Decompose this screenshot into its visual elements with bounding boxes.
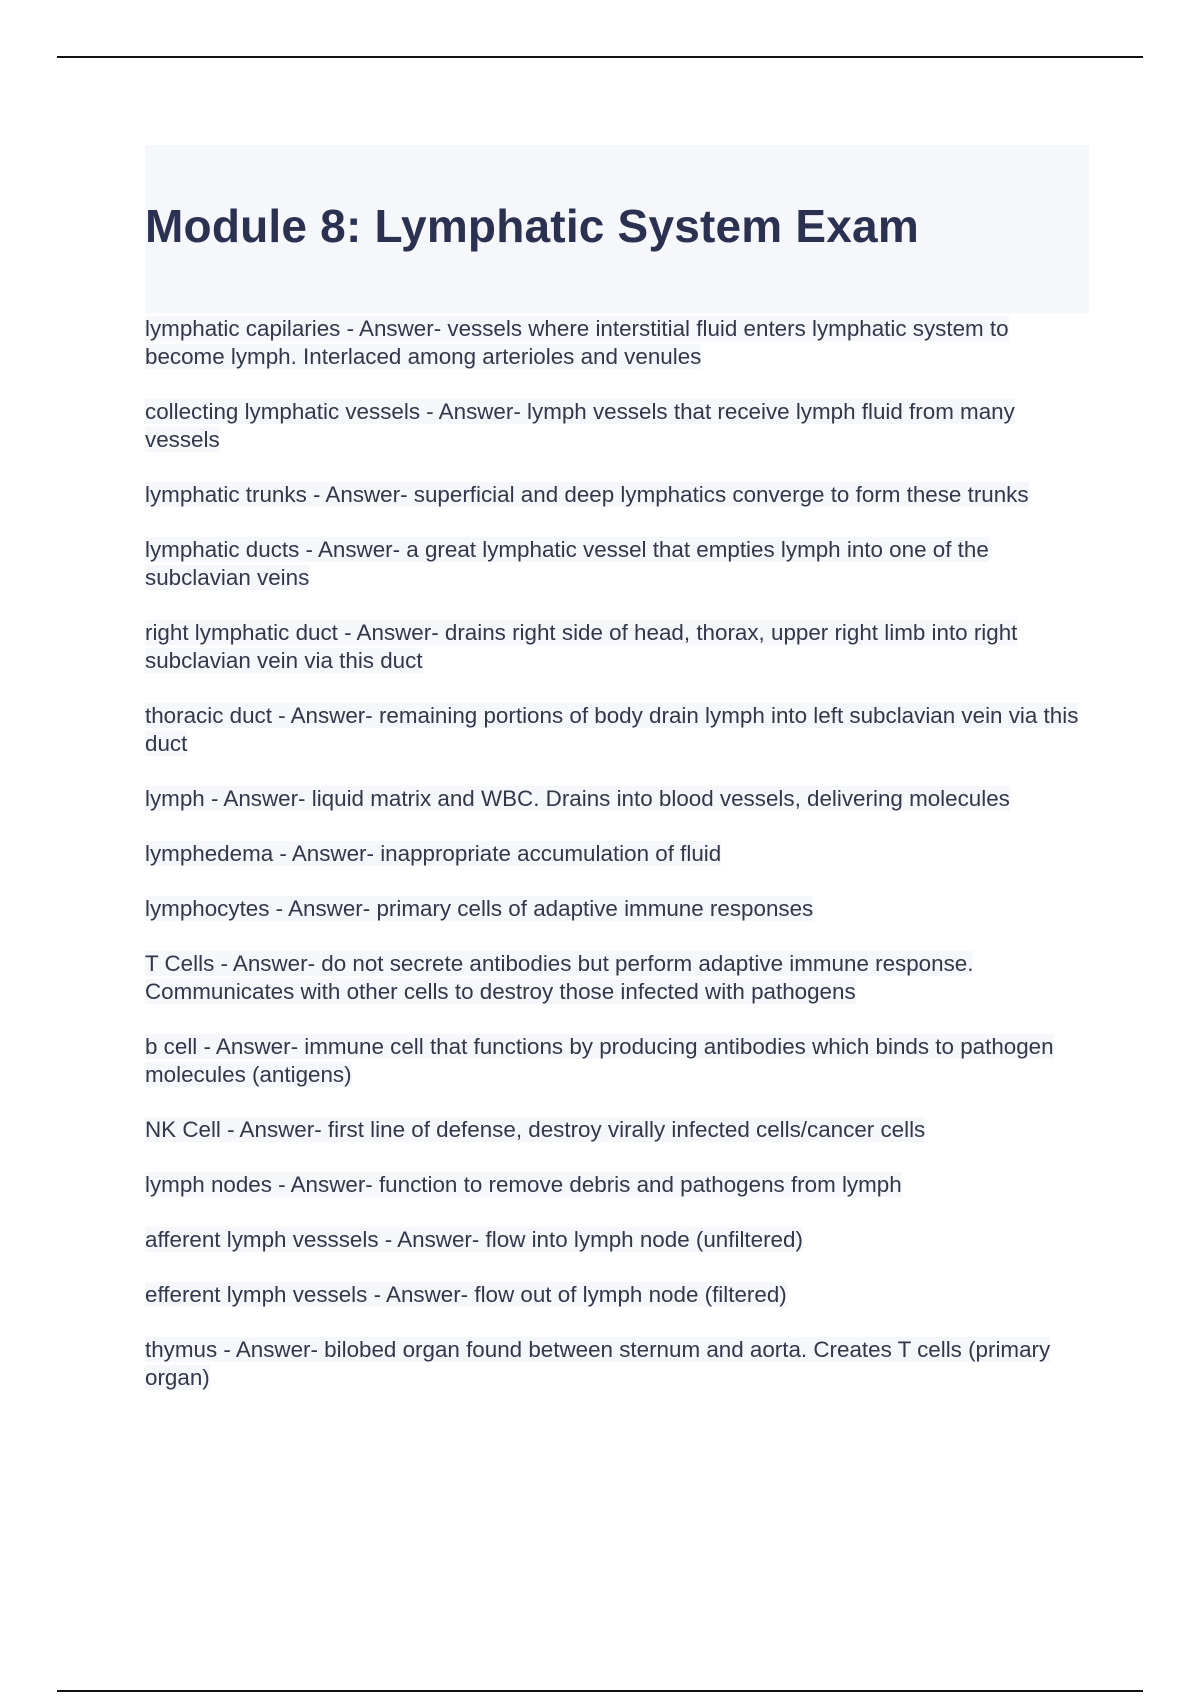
flashcard-text: collecting lymphatic vessels - Answer- lymph vessels that receive lymph fluid from many vessels [145,399,1015,452]
flashcard-text: T Cells - Answer- do not secrete antibodies but perform adaptive immune response. Communicates with other cells to destroy those infected with pathogens [145,951,974,1004]
top-rule [57,56,1143,58]
flashcard-text: lymphatic capilaries - Answer- vessels where interstitial fluid enters lymphatic system to become lymph. Interlaced among arterioles and venules [145,316,1009,369]
flashcard-text: lymphedema - Answer- inappropriate accumulation of fluid [145,841,722,866]
document-page [145,145,1089,1419]
flashcard-list [145,315,1089,1392]
flashcard-entry [145,315,1089,371]
flashcard-entry [145,619,1089,675]
bottom-rule [57,1690,1143,1692]
flashcard-entry [145,536,1089,592]
flashcard-text: right lymphatic duct - Answer- drains right side of head, thorax, upper right limb into right subclavian vein via this duct [145,620,1018,673]
flashcard-text: lymph nodes - Answer- function to remove debris and pathogens from lymph [145,1172,902,1197]
flashcard-entry [145,702,1089,758]
flashcard-text: afferent lymph vesssels - Answer- flow into lymph node (unfiltered) [145,1227,803,1252]
flashcard-entry [145,1116,1089,1144]
flashcard-text: NK Cell - Answer- first line of defense, destroy virally infected cells/cancer cells [145,1117,926,1142]
flashcard-text: b cell - Answer- immune cell that functions by producing antibodies which binds to pathogen molecules (antigens) [145,1034,1054,1087]
flashcard-entry [145,1226,1089,1254]
flashcard-entry [145,840,1089,868]
flashcard-entry [145,481,1089,509]
flashcard-text: lymphatic ducts - Answer- a great lymphatic vessel that empties lymph into one of the subclavian veins [145,537,989,590]
flashcard-entry [145,1336,1089,1392]
document-title: Module 8: Lymphatic System Exam [145,199,919,252]
flashcard-entry [145,785,1089,813]
flashcard-entry [145,1281,1089,1309]
flashcard-text: lymph - Answer- liquid matrix and WBC. Drains into blood vessels, delivering molecules [145,786,1010,811]
flashcard-entry [145,895,1089,923]
flashcard-text: efferent lymph vessels - Answer- flow out of lymph node (filtered) [145,1282,787,1307]
flashcard-text: lymphatic trunks - Answer- superficial and deep lymphatics converge to form these trunks [145,482,1029,507]
title-block [145,145,1089,313]
flashcard-entry [145,1033,1089,1089]
flashcard-text: lymphocytes - Answer- primary cells of adaptive immune responses [145,896,814,921]
flashcard-text: thoracic duct - Answer- remaining portions of body drain lymph into left subclavian vein via this duct [145,703,1079,756]
flashcard-text: thymus - Answer- bilobed organ found between sternum and aorta. Creates T cells (primary organ) [145,1337,1051,1390]
flashcard-entry [145,398,1089,454]
flashcard-entry [145,1171,1089,1199]
flashcard-entry [145,950,1089,1006]
